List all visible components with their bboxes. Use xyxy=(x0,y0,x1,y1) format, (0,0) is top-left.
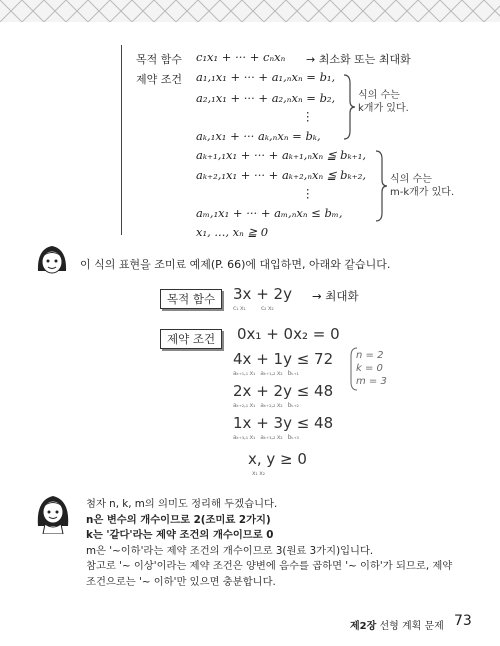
constraint-row-k1: aₖ₊₁,₁x₁ + ··· + aₖ₊₁,ₙxₙ ≦ bₖ₊₁, xyxy=(196,148,366,162)
example-constraint-label: 제약 조건 xyxy=(160,329,222,349)
lp-formulation xyxy=(121,45,492,239)
example-constraint-0: 0x₁ + 0x₂ = 0 xyxy=(237,325,340,343)
explanation xyxy=(86,497,491,591)
explain-line-3: k는 '같다'라는 제약 조건의 개수이므로 0 xyxy=(86,529,274,542)
example-nonnegativity-subs: x₁ x₂ xyxy=(252,470,265,477)
page-number: 73 xyxy=(454,613,472,629)
example-objective-note: → 최대화 xyxy=(312,289,359,303)
decorative-border xyxy=(0,0,500,22)
example-constraint-3: 1x + 3y ≤ 48 xyxy=(233,414,334,432)
constraint-label: 제약 조건 xyxy=(136,73,183,86)
constraint-row-1: a₁,₁x₁ + ··· + a₁,ₙxₙ = b₁, xyxy=(196,70,336,84)
avatar xyxy=(33,490,73,534)
intro-text: 이 식의 표현을 조미료 예제(P. 66)에 대입하면, 아래와 같습니다. xyxy=(80,258,391,271)
explain-line-5: 참고로 '~ 이상'이라는 제약 조건은 양변에 음수를 곱하면 '~ 이하'가 되므로, 제약 xyxy=(86,560,453,573)
explain-line-6: 조건으로는 '~ 이하'만 있으면 충분합니다. xyxy=(86,575,276,588)
chapter-label: 제2장 xyxy=(350,621,377,632)
example-objective-subs: c₁ x₁ c₂ x₂ xyxy=(233,305,274,312)
page-footer xyxy=(350,617,444,632)
example-objective-label: 목적 함수 xyxy=(160,289,222,309)
constraint-row-2: a₂,₁x₁ + ··· + a₂,ₙxₙ = b₂, xyxy=(196,91,336,105)
note-m-k: 식의 수는 m-k개가 있다. xyxy=(390,174,455,198)
nonnegativity: x₁, ..., xₙ ≧ 0 xyxy=(196,225,269,239)
explain-line-4: m은 '~이하'라는 제약 조건의 개수이므로 3(원료 3가지)입니다. xyxy=(86,544,374,557)
constraint-row-k: aₖ,₁x₁ + ··· aₖ,ₙxₙ = bₖ, xyxy=(196,129,321,143)
example-nonnegativity: x, y ≥ 0 xyxy=(248,450,307,468)
example-constraint-2: 2x + 2y ≤ 48 xyxy=(233,382,334,400)
objective-expression: c₁x₁ + ··· + cₙxₙ xyxy=(196,50,286,64)
example-constraint-1-subs: aₖ₊₁,₁ x₁ aₖ₊₁,₂ x₂ bₖ₊₁ xyxy=(233,370,299,377)
brace-mk-icon xyxy=(374,149,388,223)
example-constraint-3-subs: aₖ₊₃,₁ x₁ aₖ₊₃,₂ x₂ bₖ₊₃ xyxy=(233,434,299,441)
example-constraint-2-subs: aₖ₊₂,₁ x₁ aₖ₊₂,₂ x₂ bₖ₊₂ xyxy=(233,402,299,409)
chapter-title: 선형 계획 문제 xyxy=(379,621,444,632)
vertical-ellipsis: ⋮ xyxy=(302,109,314,123)
example-constraint-1: 4x + 1y ≤ 72 xyxy=(233,350,334,368)
brace-k-icon xyxy=(342,73,356,141)
objective-label: 목적 함수 xyxy=(136,53,183,66)
explain-line-1: 첨자 n, k, m의 의미도 정리해 두겠습니다. xyxy=(86,498,278,510)
objective-note: → 최소화 또는 최대화 xyxy=(306,53,411,66)
vertical-ellipsis-2: ⋮ xyxy=(302,186,314,200)
example-objective-expr: 3x + 2y xyxy=(233,285,292,303)
params-list: n = 2 k = 0 m = 3 xyxy=(356,350,387,387)
avatar xyxy=(33,241,71,279)
explain-line-2: n은 변수의 개수이므로 2(조미료 2가지) xyxy=(86,513,271,526)
constraint-row-k2: aₖ₊₂,₁x₁ + ··· + aₖ₊₂,ₙxₙ ≦ bₖ₊₂, xyxy=(196,168,366,182)
constraint-row-m: aₘ,₁x₁ + ··· + aₘ,ₙxₙ ≤ bₘ, xyxy=(196,206,343,220)
note-k: 식의 수는 k개가 있다. xyxy=(358,90,409,114)
